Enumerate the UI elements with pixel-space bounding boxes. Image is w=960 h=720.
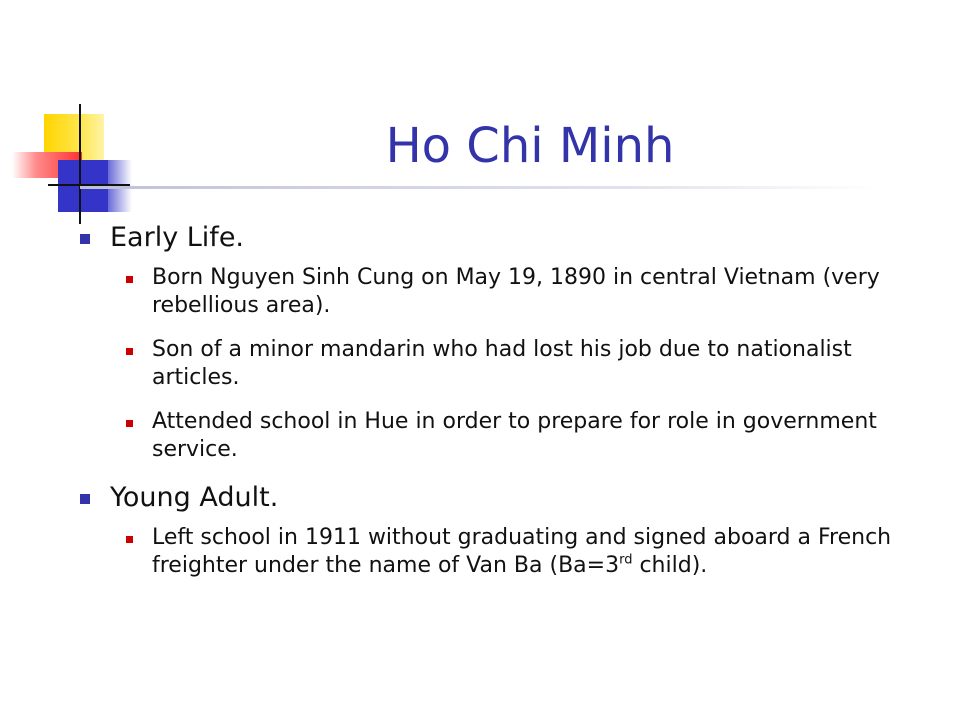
bullet-text-main: Left school in 1911 without graduating and signed aboard a French freighter under the name of Van Ba (Ba=3 [152,525,892,578]
section-heading-early-life [76,220,896,256]
bullet-item [76,524,896,580]
bullet-item [76,336,896,392]
bullet-item [76,264,896,320]
section-heading-text: Young Adult. [110,482,279,513]
ordinal-superscript: rd [619,552,633,568]
bullet-text: Born Nguyen Sinh Cung on May 19, 1890 in central Vietnam (very rebellious area). [152,265,880,318]
bullet-text-end: child). [632,553,708,578]
square-bullet-icon [126,536,133,543]
section-heading-text: Early Life. [110,222,245,253]
logo-vertical-line [79,104,81,224]
section-heading-young-adult [76,480,896,516]
title-underline [80,186,880,189]
square-bullet-icon [80,494,90,504]
bullet-text: Attended school in Hue in order to prepare for role in government service. [152,409,877,462]
square-bullet-icon [80,234,90,244]
bullet-text: Son of a minor mandarin who had lost his job due to nationalist articles. [152,337,852,390]
square-bullet-icon [126,420,133,427]
bullet-item [76,408,896,464]
square-bullet-icon [126,276,133,283]
square-bullet-icon [126,348,133,355]
bullet-text [152,525,891,578]
slide-title: Ho Chi Minh [385,118,675,174]
slide-content [76,216,896,596]
